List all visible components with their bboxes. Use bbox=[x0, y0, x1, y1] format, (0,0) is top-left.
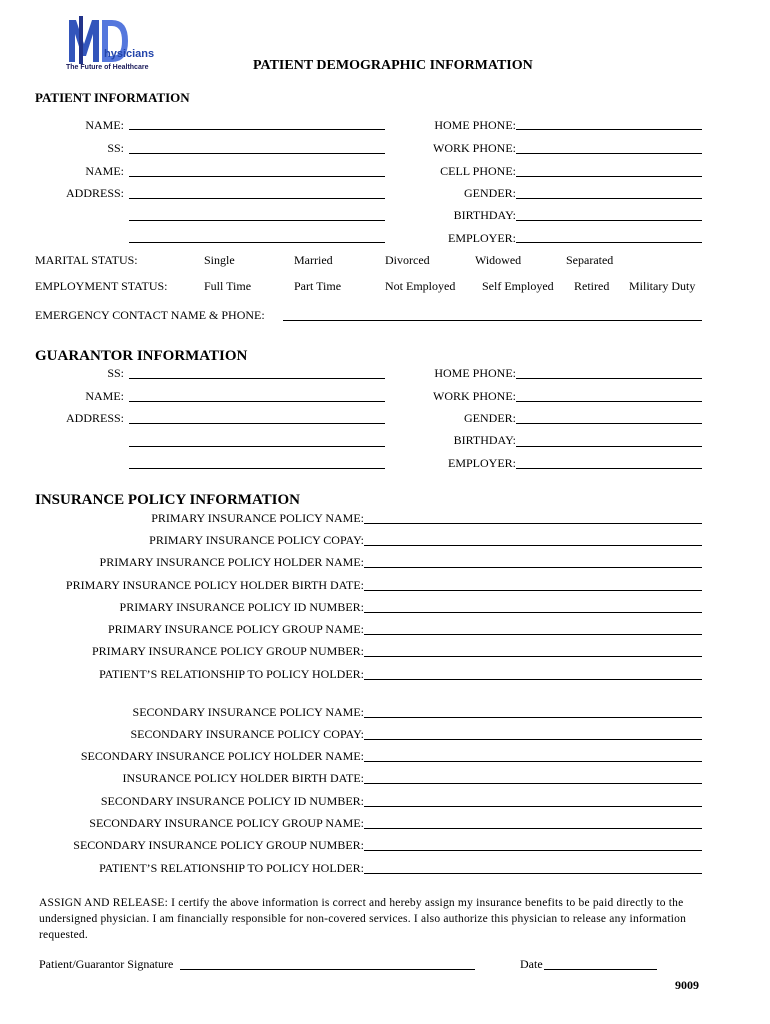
primary-relationship-field[interactable] bbox=[364, 679, 702, 680]
emergency-contact-field[interactable] bbox=[283, 320, 702, 321]
patient-work-phone-label: WORK PHONE: bbox=[433, 141, 516, 155]
guarantor-work-phone-field[interactable] bbox=[516, 401, 702, 402]
logo-tagline: The Future of Healthcare bbox=[66, 64, 149, 71]
guarantor-employer-label: EMPLOYER: bbox=[447, 456, 516, 470]
patient-birthday-field[interactable] bbox=[516, 220, 702, 221]
marital-option-married[interactable]: Married bbox=[294, 253, 333, 267]
patient-address-field-1[interactable] bbox=[129, 198, 385, 199]
patient-name-field[interactable] bbox=[129, 129, 385, 130]
secondary-group-name-label: SECONDARY INSURANCE POLICY GROUP NAME: bbox=[89, 816, 364, 830]
primary-group-number-field[interactable] bbox=[364, 656, 702, 657]
patient-section-heading: PATIENT INFORMATION bbox=[35, 90, 190, 105]
guarantor-employer-field[interactable] bbox=[516, 468, 702, 469]
primary-policy-name-field[interactable] bbox=[364, 523, 702, 524]
primary-policy-copay-label: PRIMARY INSURANCE POLICY COPAY: bbox=[149, 533, 364, 547]
secondary-policy-id-label: SECONDARY INSURANCE POLICY ID NUMBER: bbox=[100, 794, 364, 808]
primary-holder-birth-date-label: PRIMARY INSURANCE POLICY HOLDER BIRTH DATE: bbox=[65, 578, 364, 592]
primary-policy-id-label: PRIMARY INSURANCE POLICY ID NUMBER: bbox=[119, 600, 364, 614]
secondary-relationship-label: PATIENT’S RELATIONSHIP TO POLICY HOLDER: bbox=[99, 861, 364, 875]
marital-option-single[interactable]: Single bbox=[204, 253, 235, 267]
guarantor-name-label: NAME: bbox=[85, 389, 124, 403]
employment-option-retired[interactable]: Retired bbox=[574, 279, 610, 293]
patient-birthday-label: BIRTHDAY: bbox=[453, 208, 516, 222]
primary-policy-copay-field[interactable] bbox=[364, 545, 702, 546]
secondary-group-number-field[interactable] bbox=[364, 850, 702, 851]
marital-option-widowed[interactable]: Widowed bbox=[475, 253, 522, 267]
employment-option-part-time[interactable]: Part Time bbox=[294, 279, 342, 293]
primary-holder-name-label: PRIMARY INSURANCE POLICY HOLDER NAME: bbox=[99, 555, 364, 569]
patient-cell-phone-field[interactable] bbox=[516, 176, 702, 177]
guarantor-gender-field[interactable] bbox=[516, 423, 702, 424]
primary-group-name-field[interactable] bbox=[364, 634, 702, 635]
patient-home-phone-field[interactable] bbox=[516, 129, 702, 130]
secondary-policy-id-field[interactable] bbox=[364, 806, 702, 807]
employment-status-label: EMPLOYMENT STATUS: bbox=[35, 279, 168, 293]
primary-policy-name-label: PRIMARY INSURANCE POLICY NAME: bbox=[151, 511, 364, 525]
primary-group-name-label: PRIMARY INSURANCE POLICY GROUP NAME: bbox=[107, 622, 364, 636]
patient-name2-label: NAME: bbox=[85, 164, 124, 178]
guarantor-address-label: ADDRESS: bbox=[65, 411, 124, 425]
employment-option-military-duty[interactable]: Military Duty bbox=[629, 279, 696, 293]
primary-holder-birth-date-field[interactable] bbox=[364, 590, 702, 591]
patient-employer-label: EMPLOYER: bbox=[447, 231, 516, 245]
guarantor-gender-label: GENDER: bbox=[464, 411, 516, 425]
patient-name-label: NAME: bbox=[85, 118, 124, 132]
date-field[interactable] bbox=[544, 969, 657, 970]
marital-status-label: MARITAL STATUS: bbox=[35, 253, 138, 267]
date-label: Date bbox=[520, 957, 543, 971]
page-title: PATIENT DEMOGRAPHIC INFORMATION bbox=[253, 58, 533, 73]
employment-option-full-time[interactable]: Full Time bbox=[204, 279, 252, 293]
secondary-policy-name-field[interactable] bbox=[364, 717, 702, 718]
patient-employer-field[interactable] bbox=[516, 242, 702, 243]
patient-work-phone-field[interactable] bbox=[516, 153, 702, 154]
logo-wordmark: hysicians bbox=[104, 48, 155, 60]
primary-policy-id-field[interactable] bbox=[364, 612, 702, 613]
secondary-relationship-field[interactable] bbox=[364, 873, 702, 874]
guarantor-address-field-2[interactable] bbox=[129, 446, 385, 447]
guarantor-home-phone-label: HOME PHONE: bbox=[434, 366, 516, 380]
secondary-group-number-label: SECONDARY INSURANCE POLICY GROUP NUMBER: bbox=[73, 838, 364, 852]
secondary-holder-name-label: SECONDARY INSURANCE POLICY HOLDER NAME: bbox=[80, 749, 364, 763]
secondary-policy-copay-field[interactable] bbox=[364, 739, 702, 740]
patient-address-label: ADDRESS: bbox=[65, 186, 124, 200]
guarantor-address-field-1[interactable] bbox=[129, 423, 385, 424]
insurance-section-heading: INSURANCE POLICY INFORMATION bbox=[35, 492, 301, 508]
guarantor-birthday-label: BIRTHDAY: bbox=[453, 433, 516, 447]
patient-home-phone-label: HOME PHONE: bbox=[434, 118, 516, 132]
patient-gender-label: GENDER: bbox=[464, 186, 516, 200]
marital-option-separated[interactable]: Separated bbox=[566, 253, 614, 267]
marital-option-divorced[interactable]: Divorced bbox=[385, 253, 430, 267]
guarantor-ss-label: SS: bbox=[107, 366, 124, 380]
employment-option-self-employed[interactable]: Self Employed bbox=[482, 279, 554, 293]
guarantor-section-heading: GUARANTOR INFORMATION bbox=[35, 348, 248, 364]
emergency-contact-label: EMERGENCY CONTACT NAME & PHONE: bbox=[35, 308, 265, 322]
secondary-holder-name-field[interactable] bbox=[364, 761, 702, 762]
patient-gender-field[interactable] bbox=[516, 198, 702, 199]
patient-ss-field[interactable] bbox=[129, 153, 385, 154]
signature-field[interactable] bbox=[180, 969, 475, 970]
secondary-holder-birth-date-label: INSURANCE POLICY HOLDER BIRTH DATE: bbox=[122, 771, 364, 785]
secondary-policy-name-label: SECONDARY INSURANCE POLICY NAME: bbox=[132, 705, 364, 719]
secondary-holder-birth-date-field[interactable] bbox=[364, 783, 702, 784]
guarantor-address-field-3[interactable] bbox=[129, 468, 385, 469]
patient-name2-field[interactable] bbox=[129, 176, 385, 177]
patient-ss-label: SS: bbox=[107, 141, 124, 155]
patient-address-field-3[interactable] bbox=[129, 242, 385, 243]
secondary-policy-copay-label: SECONDARY INSURANCE POLICY COPAY: bbox=[130, 727, 364, 741]
patient-address-field-2[interactable] bbox=[129, 220, 385, 221]
guarantor-ss-field[interactable] bbox=[129, 378, 385, 379]
form-number: 9009 bbox=[675, 978, 699, 992]
guarantor-work-phone-label: WORK PHONE: bbox=[433, 389, 516, 403]
assign-release-statement: ASSIGN AND RELEASE: I certify the above information is correct and hereby assign my insurance benefits to be paid directly to the undersigned physician. I am financially responsible for non-covered services. I also authorize this physician to release any information requested. bbox=[39, 897, 687, 941]
guarantor-home-phone-field[interactable] bbox=[516, 378, 702, 379]
guarantor-name-field[interactable] bbox=[129, 401, 385, 402]
patient-cell-phone-label: CELL PHONE: bbox=[440, 164, 516, 178]
secondary-group-name-field[interactable] bbox=[364, 828, 702, 829]
primary-group-number-label: PRIMARY INSURANCE POLICY GROUP NUMBER: bbox=[91, 644, 364, 658]
employment-option-not-employed[interactable]: Not Employed bbox=[385, 279, 456, 293]
signature-label: Patient/Guarantor Signature bbox=[39, 957, 174, 971]
guarantor-birthday-field[interactable] bbox=[516, 446, 702, 447]
primary-holder-name-field[interactable] bbox=[364, 567, 702, 568]
primary-relationship-label: PATIENT’S RELATIONSHIP TO POLICY HOLDER: bbox=[99, 667, 364, 681]
